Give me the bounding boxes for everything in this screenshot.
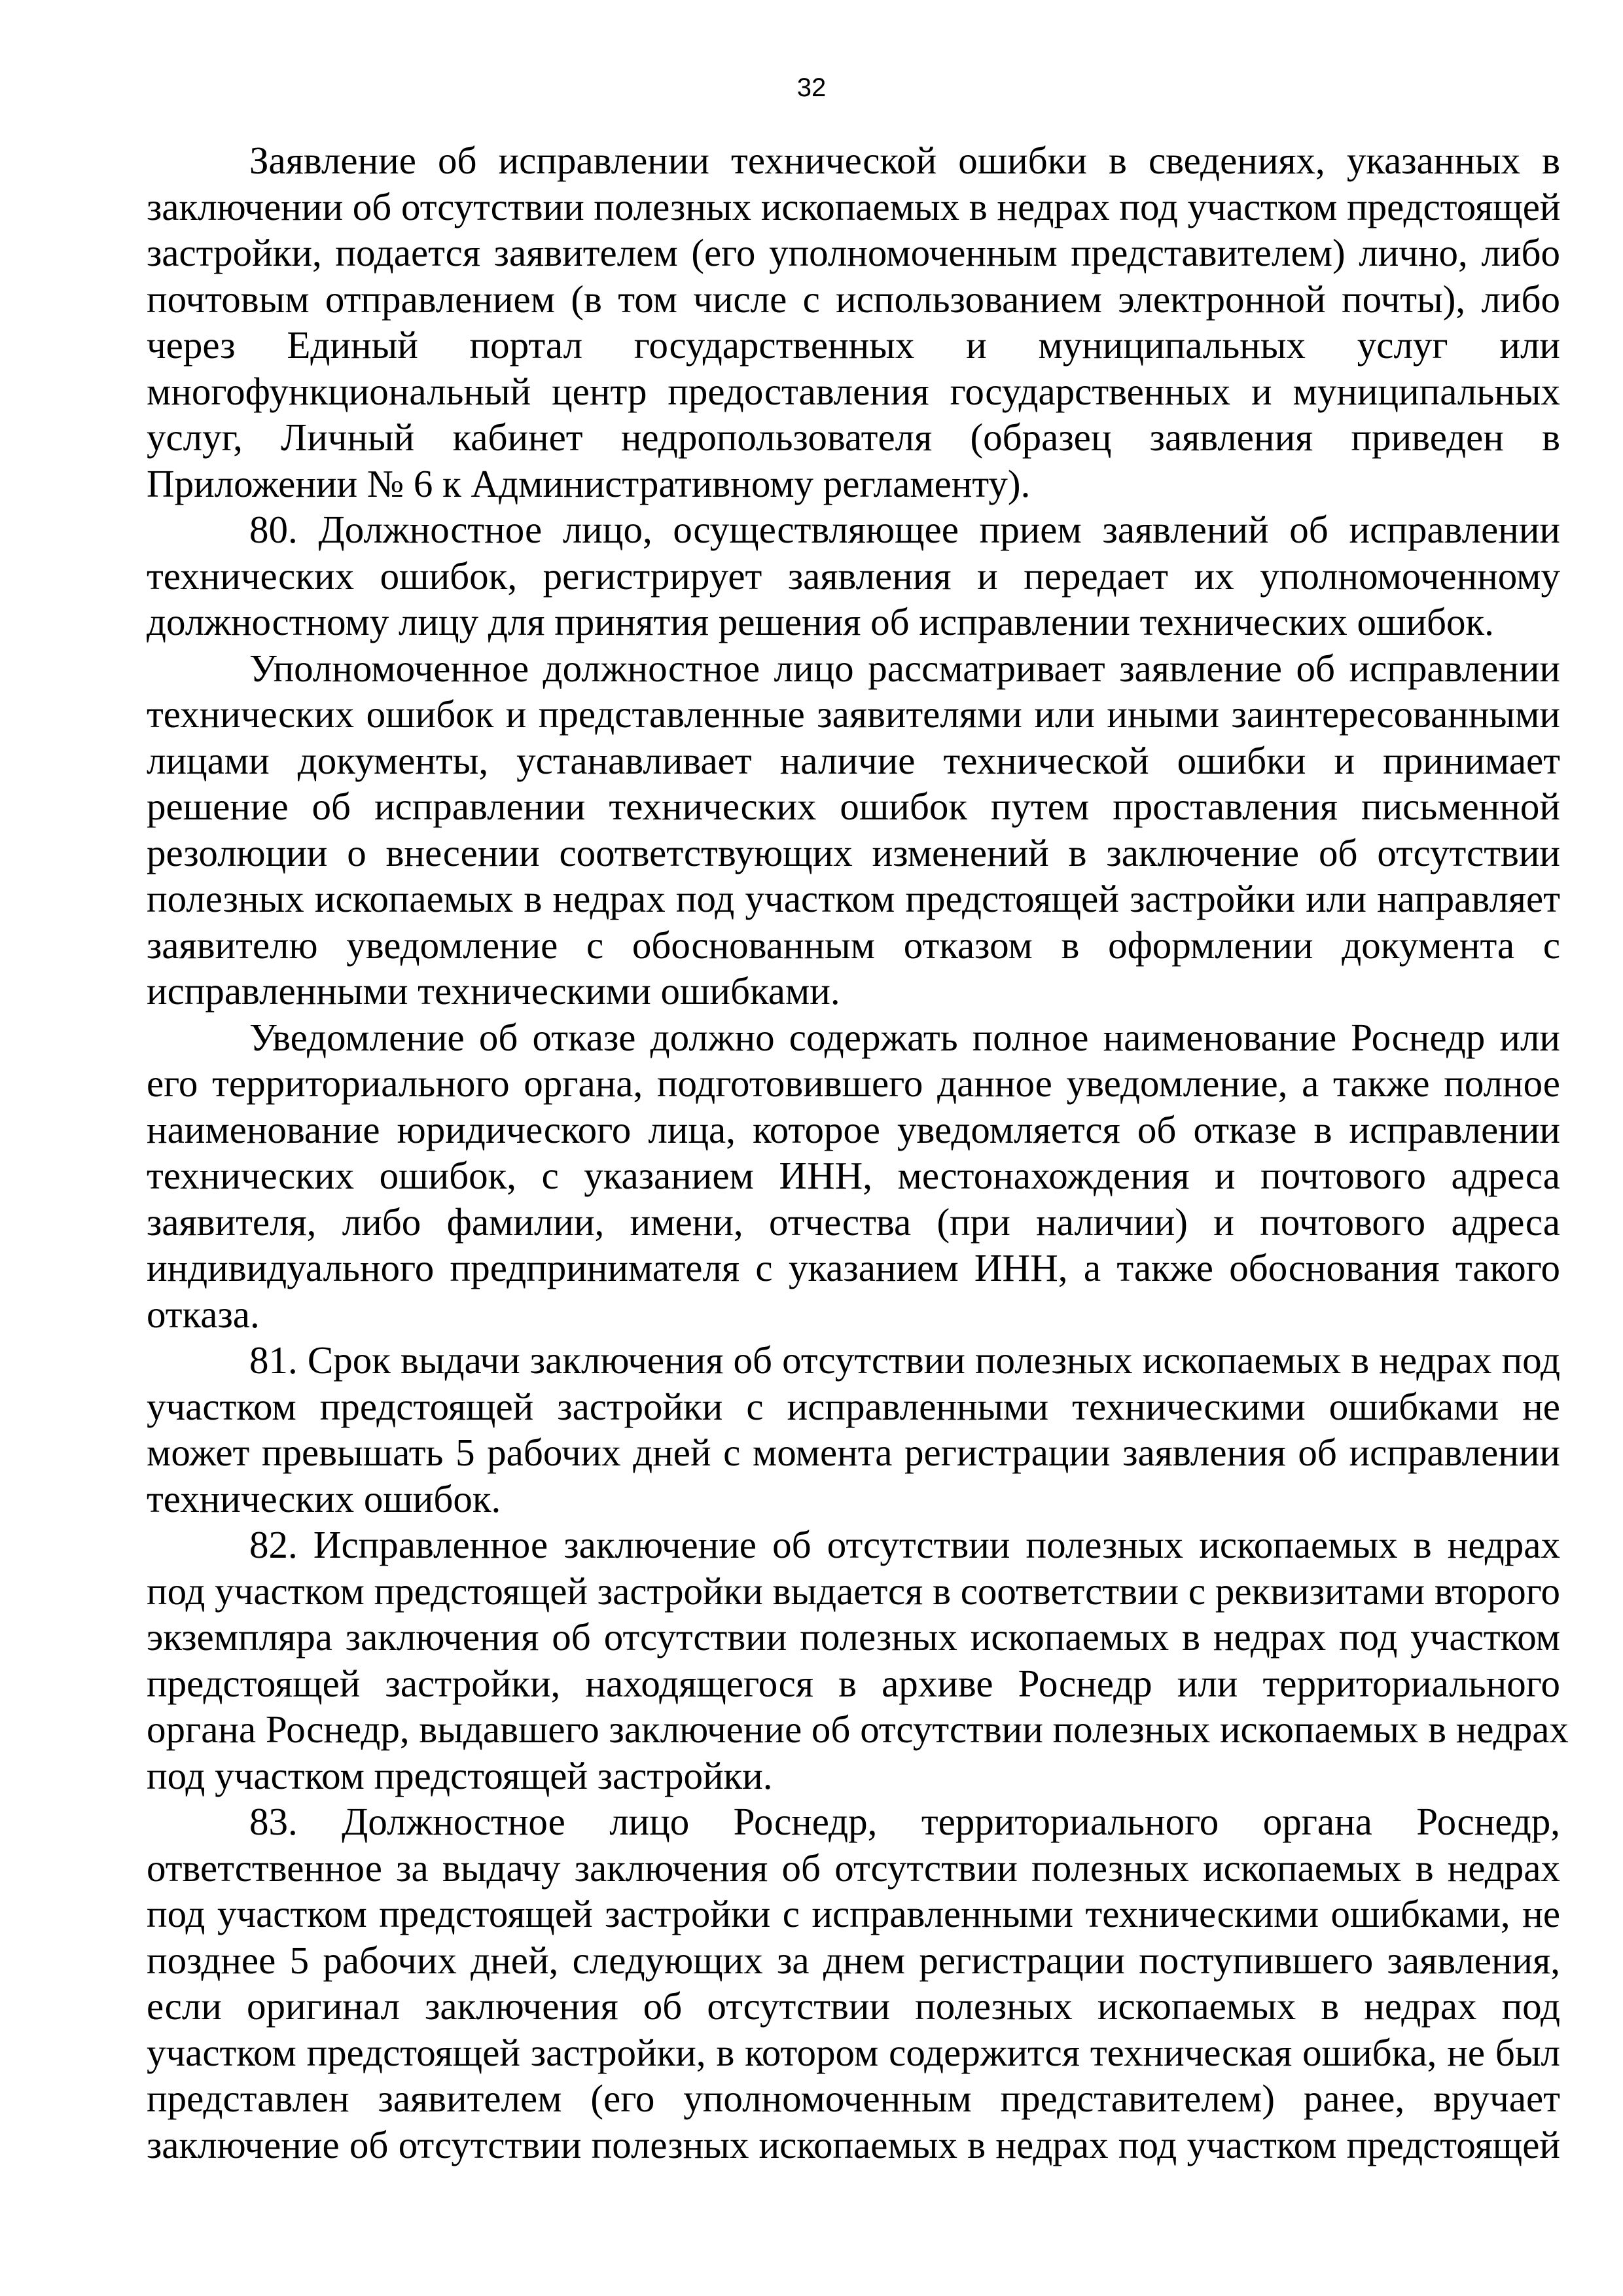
text-line: заключение об отсутствии полезных ископаемых в недрах под участком предстоящей <box>147 2123 1560 2166</box>
text-line: Заявление об исправлении технической ошибки в сведениях, указанных в <box>249 139 1560 182</box>
text-line: Приложении № 6 к Административному регламенту). <box>147 461 1031 505</box>
text-line: позднее 5 рабочих дней, следующих за днем регистрации поступившего заявления, <box>147 1938 1560 1982</box>
text-line: может превышать 5 рабочих дней с момента регистрации заявления об исправлении <box>147 1431 1560 1474</box>
paragraph <box>147 1337 1560 1522</box>
text-line: решение об исправлении технических ошибок путем проставления письменной <box>147 785 1560 828</box>
text-line: индивидуального предпринимателя с указанием ИНН, а также обоснования такого <box>147 1246 1560 1289</box>
text-line: технических ошибок, с указанием ИНН, местонахождения и почтового адреса <box>147 1154 1560 1197</box>
text-line: через Единый портал государственных и муниципальных услуг или <box>147 323 1560 367</box>
text-line: резолюции о внесении соответствующих изменений в заключение об отсутствии <box>147 831 1560 874</box>
text-line: 83. Должностное лицо Роснедр, территориального органа Роснедр, <box>249 1800 1560 1843</box>
text-line: технических ошибок. <box>147 1477 501 1520</box>
document-body <box>147 137 1569 2168</box>
text-line: экземпляра заключения об отсутствии полезных ископаемых в недрах под участком <box>147 1615 1560 1659</box>
text-line: должностному лицу для принятия решения об исправлении технических ошибок. <box>147 600 1494 643</box>
text-line: представлен заявителем (его уполномоченным представителем) ранее, вручает <box>147 2077 1560 2120</box>
paragraph <box>147 1014 1560 1338</box>
text-line: 80. Должностное лицо, осуществляющее прием заявлений об исправлении <box>249 508 1560 551</box>
text-line: заключении об отсутствии полезных ископаемых в недрах под участком предстоящей <box>147 185 1561 228</box>
text-line: застройки, подается заявителем (его уполномоченным представителем) лично, либо <box>147 231 1560 274</box>
paragraph <box>147 507 1560 645</box>
text-line: участком предстоящей застройки с исправленными техническими ошибками не <box>147 1384 1560 1428</box>
text-line: многофункциональный центр предоставления государственных и муниципальных <box>147 369 1560 413</box>
text-line: участком предстоящей застройки, в котором содержится техническая ошибка, не был <box>147 2030 1560 2074</box>
text-line: ответственное за выдачу заключения об отсутствии полезных ископаемых в недрах <box>147 1846 1560 1890</box>
text-line: технических ошибок и представленные заявителями или иными заинтересованными <box>147 692 1560 736</box>
text-line: под участком предстоящей застройки выдается в соответствии с реквизитами второго <box>147 1569 1560 1613</box>
text-line: его территориального органа, подготовившего данное уведомление, а также полное <box>147 1062 1560 1105</box>
text-line: 81. Срок выдачи заключения об отсутствии полезных ископаемых в недрах под <box>249 1338 1560 1382</box>
text-line: предстоящей застройки, находящегося в архиве Роснедр или территориального <box>147 1661 1560 1705</box>
text-line: отказа. <box>147 1292 260 1336</box>
text-line: под участком предстоящей застройки. <box>147 1753 773 1797</box>
text-line: заявителю уведомление с обоснованным отказом в оформлении документа с <box>147 923 1560 967</box>
text-line: 82. Исправленное заключение об отсутствии полезных ископаемых в недрах <box>249 1523 1560 1566</box>
text-line: технических ошибок, регистрирует заявления и передает их уполномоченному <box>147 554 1560 598</box>
text-line: если оригинал заключения об отсутствии полезных ископаемых в недрах под <box>147 1984 1560 2028</box>
text-line: лицами документы, устанавливает наличие технической ошибки и принимает <box>147 738 1560 782</box>
text-line: наименование юридического лица, которое уведомляется об отказе в исправлении <box>147 1107 1560 1151</box>
text-line: Уведомление об отказе должно содержать полное наименование Роснедр или <box>249 1015 1560 1059</box>
page-number: 32 <box>796 73 827 102</box>
text-line: заявителя, либо фамилии, имени, отчества (при наличии) и почтового адреса <box>147 1200 1560 1244</box>
paragraph <box>147 1799 1560 2168</box>
paragraph <box>147 1522 1569 1799</box>
text-line: Уполномоченное должностное лицо рассматривает заявление об исправлении <box>249 646 1560 690</box>
text-line: услуг, Личный кабинет недропользователя (образец заявления приведен в <box>147 416 1560 459</box>
text-line: под участком предстоящей застройки с исправленными техническими ошибками, не <box>147 1892 1560 1935</box>
paragraph <box>147 137 1560 507</box>
text-line: органа Роснедр, выдавшего заключение об отсутствии полезных ископаемых в недрах <box>147 1708 1569 1751</box>
paragraph <box>147 645 1560 1014</box>
text-line: исправленными техническими ошибками. <box>147 969 840 1013</box>
text-line: полезных ископаемых в недрах под участком предстоящей застройки или направляет <box>147 877 1560 920</box>
text-line: почтовым отправлением (в том числе с использованием электронной почты), либо <box>147 277 1560 321</box>
